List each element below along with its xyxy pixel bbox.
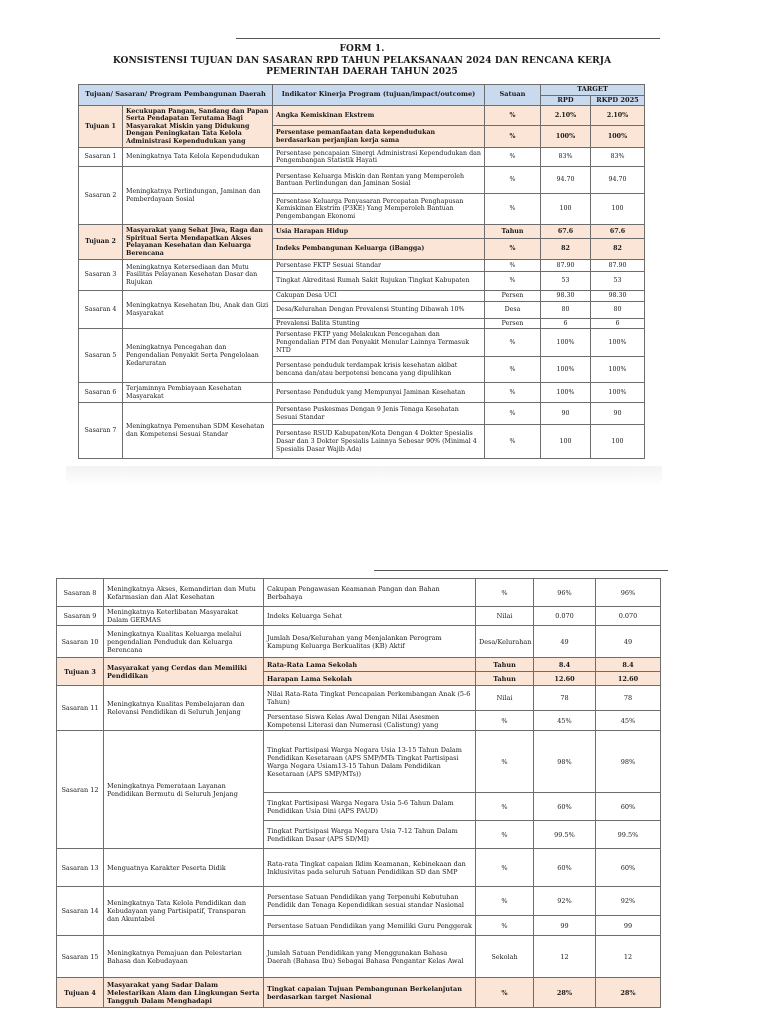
rkpd-value: 60% xyxy=(596,849,661,887)
table-row xyxy=(57,579,661,607)
unit: % xyxy=(485,106,541,126)
table-row xyxy=(57,686,661,711)
target-label: Sasaran 13 xyxy=(57,849,104,887)
rpd-value: 90 xyxy=(541,403,591,425)
rkpd-value: 100% xyxy=(591,383,645,403)
target-description: Meningkatnya Pemajuan dan Pelestarian Bahasa dan Kebudayaan xyxy=(104,936,264,978)
rpd-value: 82 xyxy=(541,239,591,260)
rkpd-value: 90 xyxy=(591,403,645,425)
unit: Persen xyxy=(485,318,541,329)
goal-description: Kecukupan Pangan, Sandang dan Papan Serta Pendapatan Terutama Bagi Masyarakat Miskin yang Didukung Dengan Peningkatan Tata Kelola Administrasi Kependudukan yang xyxy=(123,106,273,148)
indicator: Desa/Kelurahan Dengan Prevalensi Stunting Dibawah 10% xyxy=(273,301,485,318)
rpd-value: 60% xyxy=(534,849,596,887)
form-title: KONSISTENSI TUJUAN DAN SASARAN RPD TAHUN PELAKSANAAN 2024 DAN RENCANA KERJA PEMERINTAH DAERAH TAHUN 2025 xyxy=(112,55,612,77)
goal-label: Tujuan 3 xyxy=(57,658,104,686)
target-description: Meningkatnya Perlindungan, Jaminan dan Pemberdayaan Sosial xyxy=(123,167,273,225)
rkpd-value: 92% xyxy=(596,887,661,916)
rpd-value: 100% xyxy=(541,357,591,383)
indicator: Persentase pencapaian Sinergi Administrasi Kependudukan dan Pengembangan Statistik Hayati xyxy=(273,148,485,167)
indicator: Harapan Lama Sekolah xyxy=(264,672,476,686)
rpd-value: 2.10% xyxy=(541,106,591,126)
target-description: Meningkatnya Akses, Kemandirian dan Mutu Kefarmasian dan Alat Kesehatan xyxy=(104,579,264,607)
target-label: Sasaran 7 xyxy=(79,403,123,459)
indicator: Persentase RSUD Kabupaten/Kota Dengan 4 Dokter Spesialis Dasar dan 3 Dokter Spesialis Lainnya Sebesar 90% (Minimal 4 Spesialis Dasar Wajib Ada) xyxy=(273,425,485,459)
unit: % xyxy=(476,731,534,793)
unit: % xyxy=(485,425,541,459)
target-description: Meningkatnya Pemerataan Layanan Pendidikan Bermutu di Seluruh Jenjang xyxy=(104,731,264,849)
rkpd-value: 12 xyxy=(596,936,661,978)
rpd-value: 6 xyxy=(541,318,591,329)
rkpd-value: 100% xyxy=(591,329,645,357)
rpd-value: 92% xyxy=(534,887,596,916)
indicator: Persentase Puskesmas Dengan 9 Jenis Tenaga Kesehatan Sesuai Standar xyxy=(273,403,485,425)
rpd-value: 94.70 xyxy=(541,167,591,194)
rpd-value: 12.60 xyxy=(534,672,596,686)
unit: % xyxy=(485,272,541,291)
table-row xyxy=(79,106,645,126)
table-row xyxy=(79,329,645,357)
unit: Sekolah xyxy=(476,936,534,978)
rpd-value: 80 xyxy=(541,301,591,318)
rkpd-value: 28% xyxy=(596,978,661,1008)
target-label: Sasaran 9 xyxy=(57,607,104,626)
rpd-value: 0.070 xyxy=(534,607,596,626)
rkpd-value: 49 xyxy=(596,626,661,658)
unit: % xyxy=(476,711,534,731)
header-rule xyxy=(236,38,660,39)
rpd-value: 99.5% xyxy=(534,821,596,849)
unit: Desa/Kelurahan xyxy=(476,626,534,658)
indicator: Persentase Satuan Pendidikan yang Terpenuhi Kebutuhan Pendidik dan Tenaga Kependidikan sesuai standar Nasional xyxy=(264,887,476,916)
goal-label: Tujuan 4 xyxy=(57,978,104,1008)
consistency-table-page-1 xyxy=(78,84,645,459)
rpd-value: 53 xyxy=(541,272,591,291)
indicator: Tingkat Partisipasi Warga Negara Usia 5-6 Tahun Dalam Pendidikan Usia Dini (APS PAUD) xyxy=(264,793,476,821)
rkpd-value: 45% xyxy=(596,711,661,731)
table-row xyxy=(79,403,645,425)
rpd-value: 98% xyxy=(534,731,596,793)
table-row xyxy=(79,291,645,302)
unit: Desa xyxy=(485,301,541,318)
rkpd-value: 100% xyxy=(591,357,645,383)
unit: % xyxy=(485,167,541,194)
unit: Persen xyxy=(485,291,541,302)
rkpd-value: 100 xyxy=(591,425,645,459)
unit: Tahun xyxy=(476,658,534,672)
unit: % xyxy=(476,579,534,607)
unit: % xyxy=(476,849,534,887)
target-description: Meningkatnya Pemenuhan SDM Kesehatan dan Kompetensi Sesuai Standar xyxy=(123,403,273,459)
table-row xyxy=(57,607,661,626)
indicator: Cakupan Pengawasan Keamanan Pangan dan Bahan Berbahaya xyxy=(264,579,476,607)
rkpd-value: 100% xyxy=(591,126,645,148)
table-row xyxy=(57,936,661,978)
unit: % xyxy=(476,821,534,849)
target-label: Sasaran 11 xyxy=(57,686,104,731)
rkpd-value: 80 xyxy=(591,301,645,318)
header-rkpd: RKPD 2025 xyxy=(591,95,645,106)
rkpd-value: 0.070 xyxy=(596,607,661,626)
rpd-value: 99 xyxy=(534,916,596,936)
unit: % xyxy=(476,978,534,1008)
page-shadow xyxy=(66,466,662,486)
rkpd-value: 83% xyxy=(591,148,645,167)
indicator: Persentase FKTP yang Melakukan Pencegahan dan Pengendalian PTM dan Penyakit Menular Lainnya Termasuk NTD xyxy=(273,329,485,357)
rkpd-value: 78 xyxy=(596,686,661,711)
rpd-value: 49 xyxy=(534,626,596,658)
target-description: Meningkatnya Keterlibatan Masyarakat Dalam GERMAS xyxy=(104,607,264,626)
rpd-value: 45% xyxy=(534,711,596,731)
rkpd-value: 67.6 xyxy=(591,225,645,239)
indicator: Jumlah Desa/Kelurahan yang Menjalankan Perogram Kampung Keluarga Berkualitas (KB) Aktif xyxy=(264,626,476,658)
unit: Tahun xyxy=(476,672,534,686)
form-heading xyxy=(78,44,646,79)
target-label: Sasaran 1 xyxy=(79,148,123,167)
rkpd-value: 82 xyxy=(591,239,645,260)
target-description: Meningkatnya Pencegahan dan Pengendalian Penyakit Serta Pengelolaan Kedaruratan xyxy=(123,329,273,383)
rkpd-value: 12.60 xyxy=(596,672,661,686)
unit: % xyxy=(476,887,534,916)
header-unit: Satuan xyxy=(485,85,541,106)
rpd-value: 67.6 xyxy=(541,225,591,239)
indicator: Persentase FKTP Sesuai Standar xyxy=(273,260,485,272)
rpd-value: 60% xyxy=(534,793,596,821)
page-1 xyxy=(0,0,768,500)
target-label: Sasaran 15 xyxy=(57,936,104,978)
rpd-value: 100% xyxy=(541,383,591,403)
header-rpd: RPD xyxy=(541,95,591,106)
table-row xyxy=(79,260,645,272)
target-description: Meningkatnya Tata Kelola Pendidikan dan Kebudayaan yang Partisipatif, Transparan dan Akuntabel xyxy=(104,887,264,936)
rkpd-value: 96% xyxy=(596,579,661,607)
target-label: Sasaran 12 xyxy=(57,731,104,849)
rkpd-value: 98% xyxy=(596,731,661,793)
indicator: Cakupan Desa UCI xyxy=(273,291,485,302)
target-description: Meningkatnya Kualitas Pembelajaran dan Relevansi Pendidikan di Seluruh Jenjang xyxy=(104,686,264,731)
unit: % xyxy=(485,403,541,425)
rkpd-value: 99 xyxy=(596,916,661,936)
indicator: Persentase Keluarga Miskin dan Rentan yang Memperoleh Bantuan Perlindungan dan Jaminan Sosial xyxy=(273,167,485,194)
rkpd-value: 98.30 xyxy=(591,291,645,302)
header-target: TARGET xyxy=(541,85,645,96)
unit: % xyxy=(476,793,534,821)
goal-label: Tujuan 2 xyxy=(79,225,123,260)
table-row xyxy=(79,148,645,167)
rpd-value: 83% xyxy=(541,148,591,167)
indicator: Nilai Rata-Rata Tingkat Pencapaian Perkembangan Anak (5-6 Tahun) xyxy=(264,686,476,711)
rkpd-value: 53 xyxy=(591,272,645,291)
rkpd-value: 87.90 xyxy=(591,260,645,272)
unit: % xyxy=(485,194,541,225)
rpd-value: 98.30 xyxy=(541,291,591,302)
target-description: Meningkatnya Ketersediaan dan Mutu Fasilitas Pelayanan Kesehatan Dasar dan Rujukan xyxy=(123,260,273,291)
target-label: Sasaran 5 xyxy=(79,329,123,383)
indicator: Usia Harapan Hidup xyxy=(273,225,485,239)
rpd-value: 8.4 xyxy=(534,658,596,672)
consistency-table-page-2 xyxy=(56,578,661,1008)
indicator: Persentase Siswa Kelas Awal Dengan Nilai Asesmen Kompetensi Literasi dan Numerasi (Calistung) yang xyxy=(264,711,476,731)
indicator: Indeks Pembangunan Keluarga (iBangga) xyxy=(273,239,485,260)
indicator: Rata-Rata Lama Sekolah xyxy=(264,658,476,672)
rkpd-value: 60% xyxy=(596,793,661,821)
table-row xyxy=(79,167,645,194)
table-row xyxy=(57,731,661,793)
target-label: Sasaran 2 xyxy=(79,167,123,225)
rpd-value: 100 xyxy=(541,194,591,225)
rpd-value: 28% xyxy=(534,978,596,1008)
indicator: Prevalensi Balita Stunting xyxy=(273,318,485,329)
target-label: Sasaran 6 xyxy=(79,383,123,403)
rpd-value: 100% xyxy=(541,329,591,357)
goal-description: Masyarakat yang Sadar Dalam Melestarikan Alam dan Lingkungan Serta Tangguh Dalam Menghadapi xyxy=(104,978,264,1008)
unit: % xyxy=(485,239,541,260)
rpd-value: 100 xyxy=(541,425,591,459)
header-rule-page-2 xyxy=(374,570,668,571)
form-number: FORM 1. xyxy=(339,44,385,54)
unit: % xyxy=(485,357,541,383)
target-label: Sasaran 10 xyxy=(57,626,104,658)
rpd-value: 96% xyxy=(534,579,596,607)
target-description: Meningkatnya Kesehatan Ibu, Anak dan Gizi Masyarakat xyxy=(123,291,273,329)
indicator: Rata-rata Tingkat capaian Iklim Keamanan, Kebinekaan dan Inklusivitas pada seluruh Satuan Pendidikan SD dan SMP xyxy=(264,849,476,887)
indicator: Persentase Keluarga Penyasaran Percepatan Penghapusan Kemiskinan Ekstrim (P3KE) Yang Memperoleh Bantuan Pengembangan Ekonomi xyxy=(273,194,485,225)
table-row xyxy=(57,626,661,658)
unit: Tahun xyxy=(485,225,541,239)
rpd-value: 100% xyxy=(541,126,591,148)
unit: % xyxy=(485,260,541,272)
target-description: Meningkatnya Tata Kelola Kependudukan xyxy=(123,148,273,167)
unit: % xyxy=(485,148,541,167)
header-program: Tujuan/ Sasaran/ Program Pembangunan Daerah xyxy=(79,85,273,106)
target-label: Sasaran 8 xyxy=(57,579,104,607)
rkpd-value: 8.4 xyxy=(596,658,661,672)
table-row xyxy=(79,225,645,239)
unit: % xyxy=(485,329,541,357)
rpd-value: 87.90 xyxy=(541,260,591,272)
rkpd-value: 99.5% xyxy=(596,821,661,849)
indicator: Angka Kemiskinan Ekstrem xyxy=(273,106,485,126)
target-description: Menguatnya Karakter Peserta Didik xyxy=(104,849,264,887)
table-row xyxy=(57,658,661,672)
target-label: Sasaran 3 xyxy=(79,260,123,291)
unit: % xyxy=(485,383,541,403)
rkpd-value: 100 xyxy=(591,194,645,225)
indicator: Persentase pemanfaatan data kependudukan berdasarkan perjanjian kerja sama xyxy=(273,126,485,148)
goal-label: Tujuan 1 xyxy=(79,106,123,148)
target-description: Meningkatnya Kualitas Keluarga melalui pengendalian Penduduk dan Keluarga Berencana xyxy=(104,626,264,658)
indicator: Persentase Satuan Pendidikan yang Memiliki Guru Penggerak xyxy=(264,916,476,936)
rkpd-value: 6 xyxy=(591,318,645,329)
indicator: Tingkat Partisipasi Warga Negara Usia 13-15 Tahun Dalam Pendidikan Kesetaraan (APS SMP/MTs Tingkat Partisipasi Warga Negara Usiam13-15 Tahun Dalam Pendidikan Kesetaraan (APS SMP/MTs)) xyxy=(264,731,476,793)
target-label: Sasaran 4 xyxy=(79,291,123,329)
table-row xyxy=(79,383,645,403)
unit: Nilai xyxy=(476,607,534,626)
rkpd-value: 2.10% xyxy=(591,106,645,126)
rpd-value: 78 xyxy=(534,686,596,711)
indicator: Indeks Keluarga Sehat xyxy=(264,607,476,626)
indicator: Tingkat Akreditasi Rumah Sakit Rujukan Tingkat Kabupaten xyxy=(273,272,485,291)
table-row xyxy=(57,887,661,916)
indicator: Persentase penduduk terdampak krisis kesehatan akibat bencana dan/atau berpotensi bencana yang dipulihkan xyxy=(273,357,485,383)
unit: % xyxy=(485,126,541,148)
target-description: Terjaminnya Pembiayaan Kesehatan Masyarakat xyxy=(123,383,273,403)
indicator: Tingkat Partisipasi Warga Negara Usia 7-12 Tahun Dalam Pendidikan Dasar (APS SD/MI) xyxy=(264,821,476,849)
indicator: Jumlah Satuan Pendidikan yang Menggunakan Bahasa Daerah (Bahasa Ibu) Sebagai Bahasa Pengantar Kelas Awal xyxy=(264,936,476,978)
unit: % xyxy=(476,916,534,936)
header-indicator: Indikator Kinerja Program (tujuan/impact/outcome) xyxy=(273,85,485,106)
indicator: Persentase Penduduk yang Mempunyai Jaminan Kesehatan xyxy=(273,383,485,403)
table-row xyxy=(57,849,661,887)
rkpd-value: 94.70 xyxy=(591,167,645,194)
unit: Nilai xyxy=(476,686,534,711)
goal-description: Masyarakat yang Cerdas dan Memiliki Pendidikan xyxy=(104,658,264,686)
rpd-value: 12 xyxy=(534,936,596,978)
table-row xyxy=(57,978,661,1008)
indicator: Tingkat capaian Tujuan Pembangunan Berkelanjutan berdasarkan target Nasional xyxy=(264,978,476,1008)
target-label: Sasaran 14 xyxy=(57,887,104,936)
goal-description: Masyarakat yang Sehat Jiwa, Raga dan Spiritual Serta Mendapatkan Akses Pelayanan Kesehatan dan Keluarga Berencana xyxy=(123,225,273,260)
